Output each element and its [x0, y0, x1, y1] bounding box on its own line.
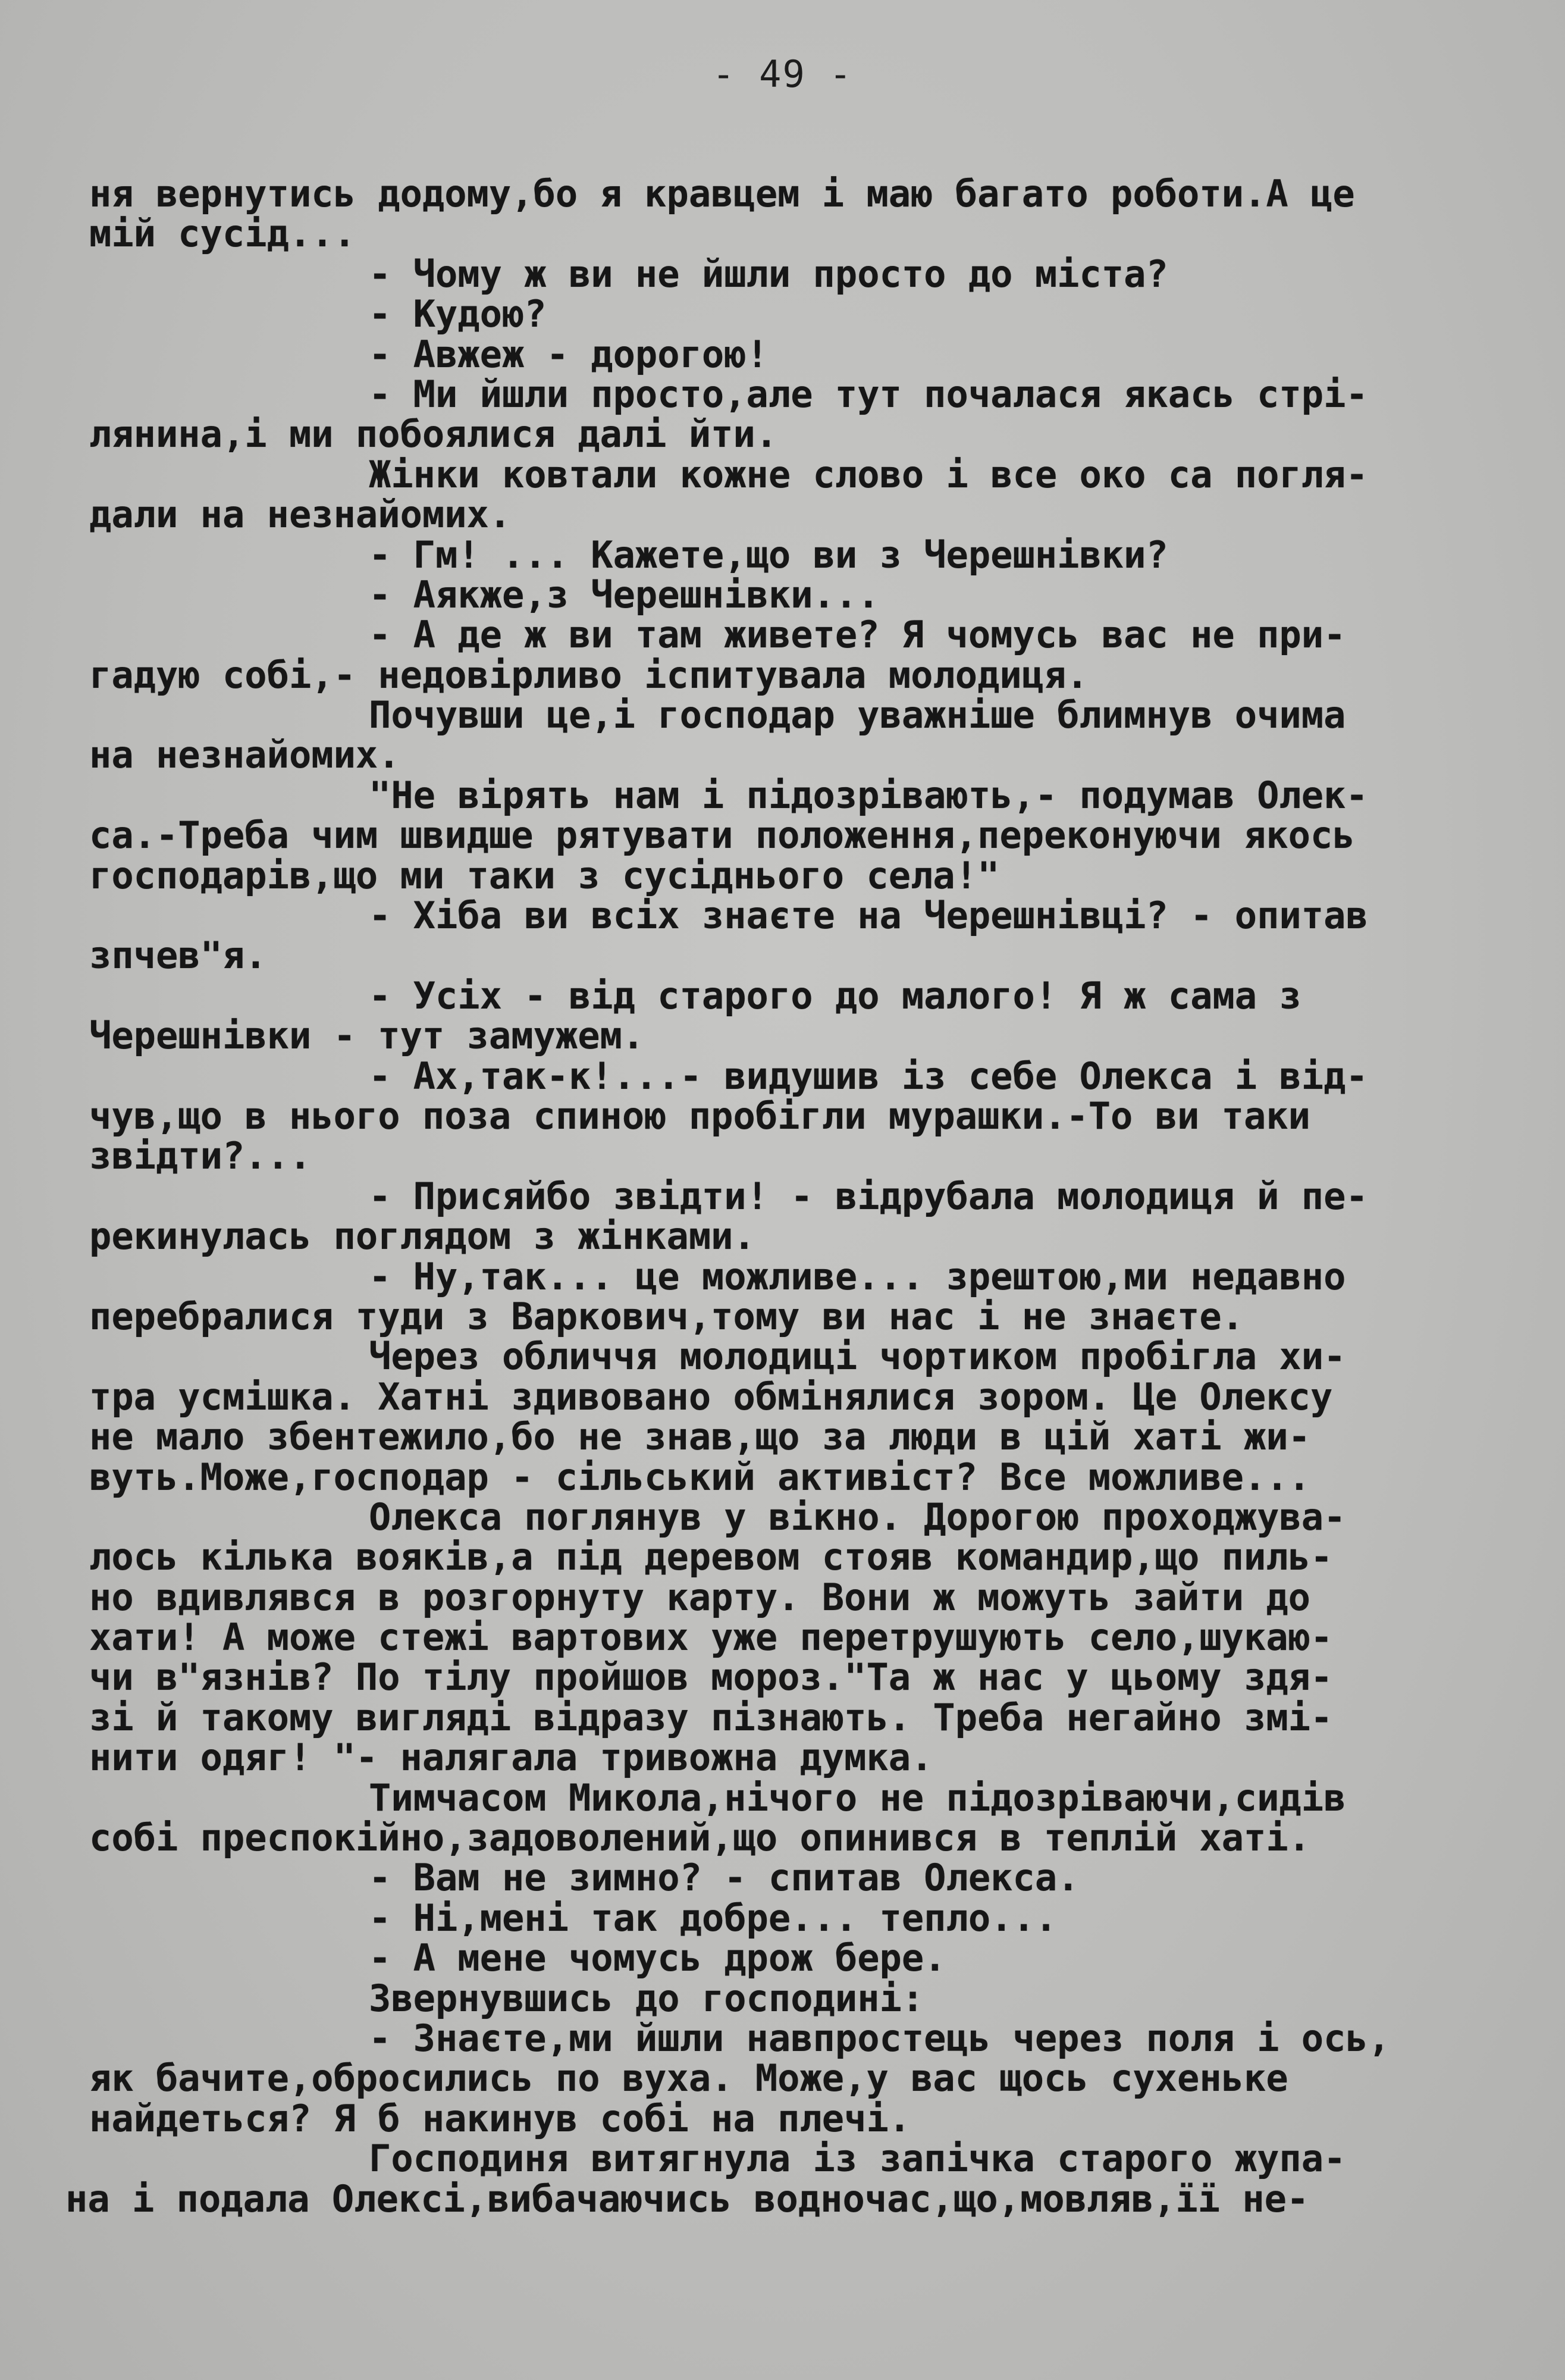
text-line: - Ні,мені так добре... тепло...: [369, 1896, 1058, 1940]
text-line: - Ах,так-к!...- видушив із себе Олекса і від-: [369, 1054, 1368, 1098]
text-line: - Ну,так... це можливе... зрештою,ми недавно: [369, 1254, 1346, 1298]
text-line: но вдивлявся в розгорнуту карту. Вони ж можуть зайти до: [89, 1575, 1310, 1619]
text-line: хати! А може стежі вартових уже перетрушують село,шукаю-: [89, 1615, 1333, 1659]
text-line: як бачите,обросились по вуха. Може,у вас щось сухеньке: [89, 2056, 1288, 2100]
text-line: чи в"язнів? По тілу пройшов мороз."Та ж нас у цьому здя-: [89, 1655, 1333, 1699]
text-line: Господиня витягнула із запічка старого жупа-: [369, 2137, 1346, 2181]
text-line: собі преспокійно,задоволений,що опинився в теплій хаті.: [89, 1816, 1310, 1860]
text-line: господарів,що ми таки з сусіднього села!": [89, 853, 1000, 897]
text-line: - А мене чомусь дрож бере.: [369, 1936, 946, 1980]
text-line: не мало збентежило,бо не знав,що за люди в цій хаті жи-: [89, 1415, 1310, 1459]
text-line: Почувши це,і господар уважніше блимнув очима: [369, 693, 1346, 737]
text-line: Через обличчя молодиці чортиком пробігла хи-: [369, 1335, 1346, 1379]
text-line: тра усмішка. Хатні здивовано обмінялися зором. Це Олексу: [89, 1374, 1333, 1418]
text-line: на і подала Олексі,вибачаючись водночас,що,мовляв,її не-: [65, 2177, 1309, 2221]
text-line: - Присяйбо звідти! - відрубала молодиця й пе-: [369, 1174, 1368, 1218]
text-line: ня вернутись додому,бо я кравцем і маю багато роботи.А це: [89, 172, 1355, 215]
text-line: - Хіба ви всіх знаєте на Черешнівці? - опитав: [369, 894, 1368, 938]
text-line: Звернувшись до господині:: [369, 1976, 924, 2020]
text-line: дали на незнайомих.: [89, 493, 512, 537]
text-line: Черешнівки - тут замужем.: [89, 1014, 645, 1058]
text-line: мій сусід...: [89, 212, 356, 256]
text-line: Жінки ковтали кожне слово і все око са погля-: [369, 452, 1368, 496]
text-line: - Аякже,з Черешнівки...: [369, 572, 880, 616]
text-line: чув,що в нього поза спиною пробігли мурашки.-То ви таки: [89, 1094, 1310, 1138]
page-number: - 49 -: [712, 52, 853, 96]
text-line: гадую собі,- недовірливо іспитувала молодиця.: [89, 653, 1089, 697]
body-text: [65, 172, 1487, 2221]
text-line: - Знаєте,ми йшли навпростець через поля і ось,: [369, 2016, 1391, 2060]
text-line: - Гм! ... Кажете,що ви з Черешнівки?: [369, 533, 1168, 577]
text-line: зпчев"я.: [89, 934, 267, 978]
text-line: "Не вірять нам і підозрівають,- подумав Олек-: [369, 773, 1368, 817]
text-line: Олекса поглянув у вікно. Дорогою проходжува-: [369, 1495, 1346, 1539]
text-line: найдеться? Я б накинув собі на плечі.: [89, 2096, 911, 2140]
text-line: Тимчасом Микола,нічого не підозріваючи,сидів: [369, 1775, 1346, 1820]
text-line: - Авжеж - дорогою!: [369, 332, 769, 376]
text-line: зі й такому вигляді відразу пізнають. Треба негайно змі-: [89, 1695, 1333, 1739]
text-line: - Ми йшли просто,але тут почалася якась стрі-: [369, 372, 1368, 416]
text-line: са.-Треба чим швидше рятувати положення,переконуючи якось: [89, 813, 1355, 857]
text-line: - А де ж ви там живете? Я чомусь вас не при-: [369, 613, 1346, 657]
text-line: вуть.Може,господар - сільський активіст? Все можливе...: [89, 1455, 1310, 1499]
text-line: лянина,і ми побоялися далі йти.: [89, 412, 778, 456]
text-line: - Кудою?: [369, 292, 547, 336]
text-line: лось кілька вояків,а під деревом стояв командир,що пиль-: [89, 1535, 1333, 1579]
text-line: - Чому ж ви не йшли просто до міста?: [369, 252, 1168, 296]
text-line: на незнайомих.: [89, 733, 400, 777]
text-line: перебралися туди з Варкович,тому ви нас і не знаєте.: [89, 1294, 1244, 1338]
text-line: нити одяг! "- налягала тривожна думка.: [89, 1736, 933, 1780]
text-line: - Вам не зимно? - спитав Олекса.: [369, 1856, 1080, 1900]
text-line: - Усіх - від старого до малого! Я ж сама з: [369, 973, 1301, 1017]
text-line: звідти?...: [89, 1134, 312, 1178]
text-line: рекинулась поглядом з жінками.: [89, 1214, 755, 1258]
